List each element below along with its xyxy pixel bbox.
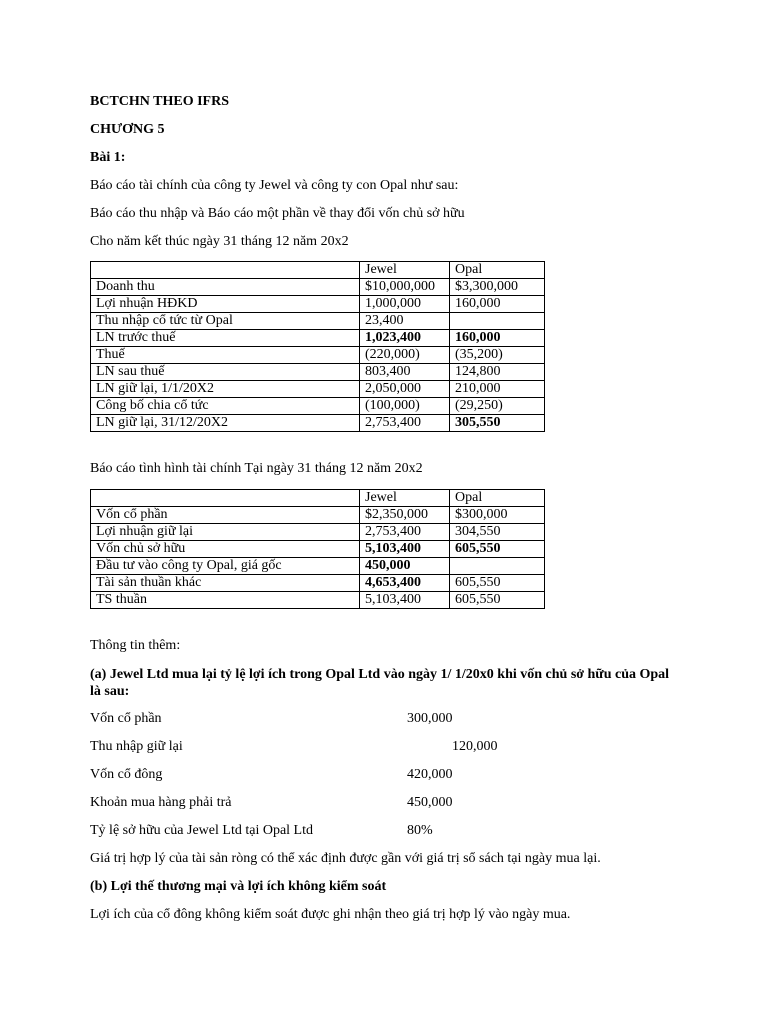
item-value-ownership-ratio: 80% [407,823,433,838]
jewel-value-cell: 1,023,400 [360,330,450,347]
item-label-purchase-payable: Khoản mua hàng phải trả [90,795,232,810]
income-statement-table [90,261,545,432]
financial-position-table [90,489,545,609]
jewel-value-cell: 4,653,400 [360,575,450,592]
table-row [91,398,545,415]
row-label-cell: LN trước thuế [91,330,360,347]
table-row [91,575,545,592]
jewel-value-cell: 23,400 [360,313,450,330]
table-row [91,524,545,541]
row-label-cell: Lợi nhuận HĐKD [91,296,360,313]
part-a-heading: (a) Jewel Ltd mua lại tỷ lệ lợi ích trong Opal Ltd vào ngày 1/ 1/20x0 khi vốn chủ sở hữu của Opal là sau: [90,667,670,699]
jewel-value-cell: 803,400 [360,364,450,381]
row-label-cell: Vốn cổ phần [91,507,360,524]
jewel-value-cell: 450,000 [360,558,450,575]
header-cell-label [91,262,360,279]
document-title: BCTCHN THEO IFRS [90,94,229,109]
jewel-value-cell: (220,000) [360,347,450,364]
item-label-share-capital: Vốn cổ phần [90,711,162,726]
table-row [91,592,545,609]
jewel-value-cell: $2,350,000 [360,507,450,524]
row-label-cell: Vốn chủ sở hữu [91,541,360,558]
header-cell-label [91,490,360,507]
jewel-value-cell: 2,050,000 [360,381,450,398]
jewel-value-cell: 2,753,400 [360,415,450,432]
table-row [91,507,545,524]
opal-value-cell: (35,200) [450,347,545,364]
position-statement-title: Báo cáo tình hình tài chính Tại ngày 31 tháng 12 năm 20x2 [90,461,423,476]
row-label-cell: Lợi nhuận giữ lại [91,524,360,541]
jewel-value-cell: 5,103,400 [360,592,450,609]
table-row [91,558,545,575]
opal-value-cell: 304,550 [450,524,545,541]
item-value-shareholders-equity: 420,000 [407,767,453,782]
row-label-cell: LN giữ lại, 31/12/20X2 [91,415,360,432]
table-row [91,296,545,313]
row-label-cell: LN giữ lại, 1/1/20X2 [91,381,360,398]
row-label-cell: Đầu tư vào công ty Opal, giá gốc [91,558,360,575]
intro-line-3: Cho năm kết thúc ngày 31 tháng 12 năm 20x2 [90,234,349,249]
row-label-cell: Thuế [91,347,360,364]
intro-line-2: Báo cáo thu nhập và Báo cáo một phần về thay đổi vốn chủ sở hữu [90,206,465,221]
table-row [91,364,545,381]
header-cell-opal: Opal [450,490,545,507]
table-row [91,381,545,398]
opal-value-cell: $3,300,000 [450,279,545,296]
opal-value-cell: 605,550 [450,592,545,609]
chapter-heading: CHƯƠNG 5 [90,122,165,137]
jewel-value-cell: $10,000,000 [360,279,450,296]
opal-value-cell [450,558,545,575]
item-label-shareholders-equity: Vốn cổ đông [90,767,163,782]
extra-info-heading: Thông tin thêm: [90,638,181,653]
jewel-value-cell: 1,000,000 [360,296,450,313]
table-row [91,415,545,432]
table-row [91,347,545,364]
table-row [91,279,545,296]
table-row [91,330,545,347]
table-header-row [91,490,545,507]
opal-value-cell: 605,550 [450,541,545,558]
row-label-cell: Thu nhập cổ tức từ Opal [91,313,360,330]
opal-value-cell: 210,000 [450,381,545,398]
header-cell-jewel: Jewel [360,490,450,507]
row-label-cell: LN sau thuế [91,364,360,381]
jewel-value-cell: 5,103,400 [360,541,450,558]
part-b-heading: (b) Lợi thế thương mại và lợi ích không kiểm soát [90,879,387,894]
table-row [91,541,545,558]
row-label-cell: Doanh thu [91,279,360,296]
intro-line-1: Báo cáo tài chính của công ty Jewel và công ty con Opal như sau: [90,178,459,193]
table-header-row [91,262,545,279]
header-cell-jewel: Jewel [360,262,450,279]
fair-value-note: Giá trị hợp lý của tài sản ròng có thể xác định được gần với giá trị sổ sách tại ngày mua lại. [90,851,601,866]
item-value-share-capital: 300,000 [407,711,453,726]
jewel-value-cell: 2,753,400 [360,524,450,541]
row-label-cell: TS thuần [91,592,360,609]
opal-value-cell: 605,550 [450,575,545,592]
opal-value-cell: 160,000 [450,296,545,313]
item-value-retained-earnings: 120,000 [452,739,498,754]
opal-value-cell: 305,550 [450,415,545,432]
opal-value-cell: 124,800 [450,364,545,381]
item-label-retained-earnings: Thu nhập giữ lại [90,739,183,754]
opal-value-cell: 160,000 [450,330,545,347]
opal-value-cell: $300,000 [450,507,545,524]
exercise-heading: Bài 1: [90,150,126,165]
table-row [91,313,545,330]
header-cell-opal: Opal [450,262,545,279]
opal-value-cell: (29,250) [450,398,545,415]
nci-note: Lợi ích của cổ đông không kiểm soát được ghi nhận theo giá trị hợp lý vào ngày mua. [90,907,571,922]
item-label-ownership-ratio: Tỷ lệ sở hữu của Jewel Ltd tại Opal Ltd [90,823,313,838]
opal-value-cell [450,313,545,330]
jewel-value-cell: (100,000) [360,398,450,415]
item-value-purchase-payable: 450,000 [407,795,453,810]
row-label-cell: Tài sản thuần khác [91,575,360,592]
row-label-cell: Công bố chia cổ tức [91,398,360,415]
